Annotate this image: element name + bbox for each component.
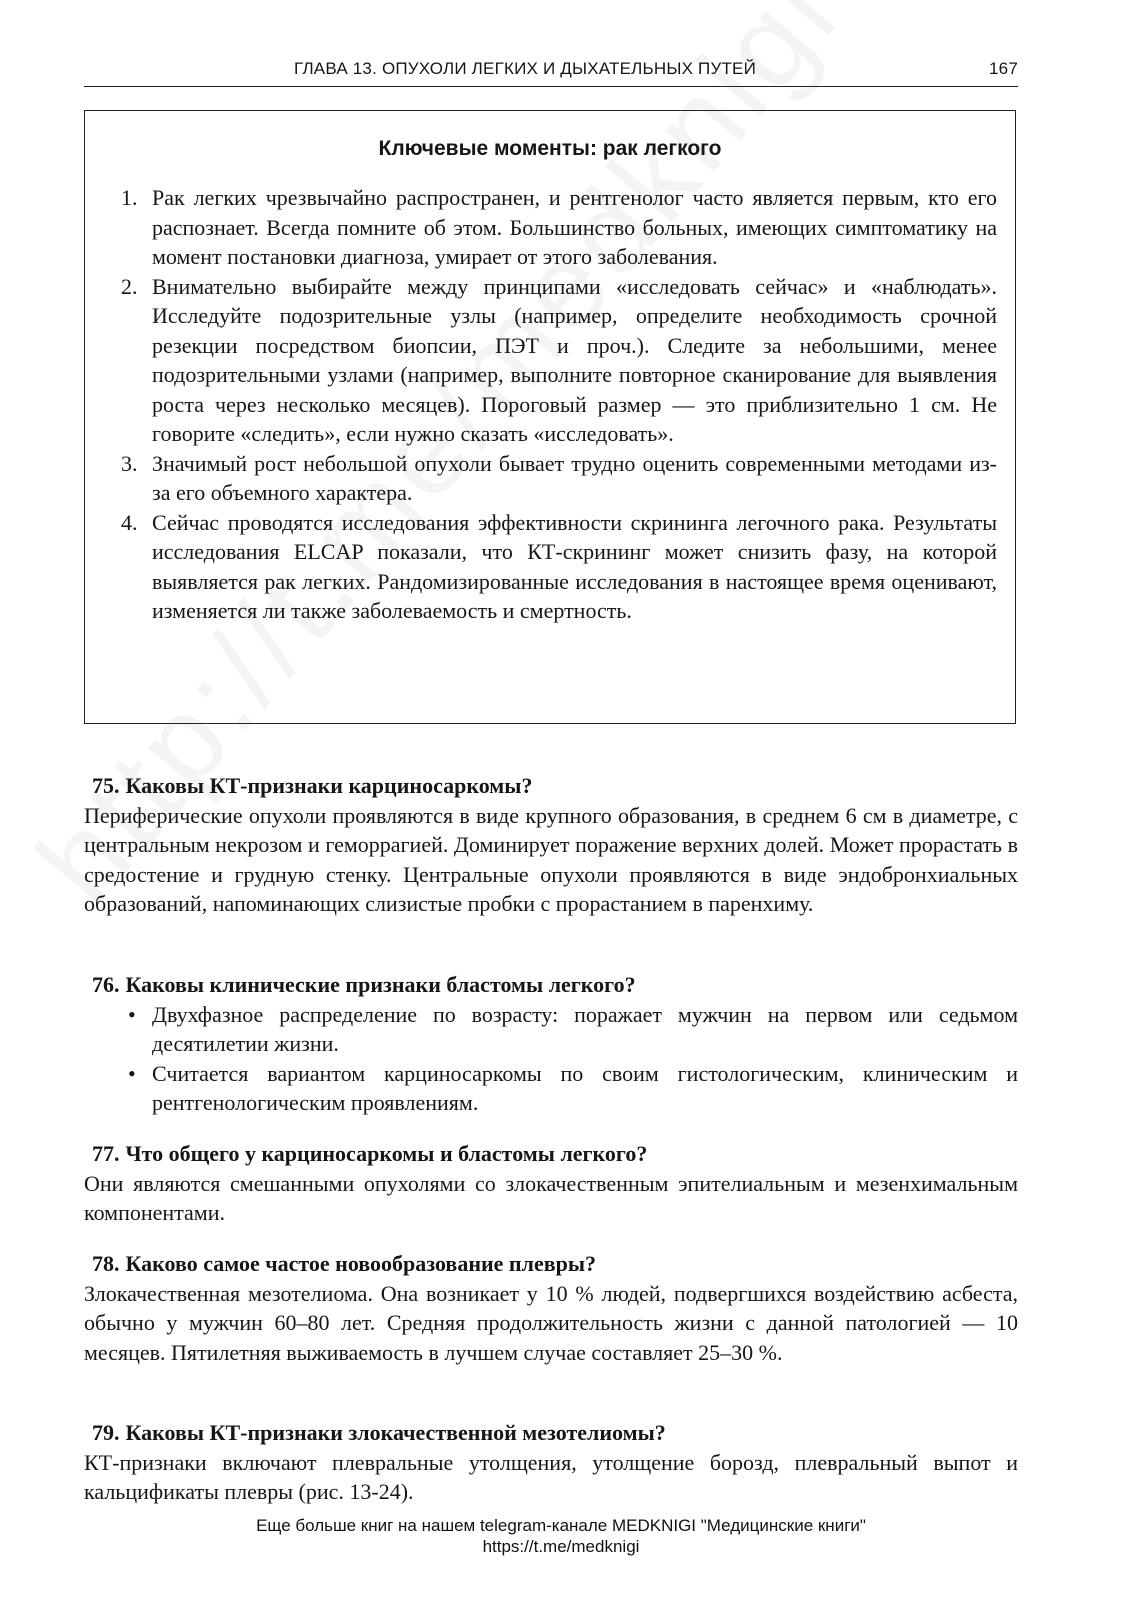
- key-point-text: Внимательно выбирайте между принципами «исследовать сейчас» и «наблюдать». Исследуйте подозрительные узлы (например, определите необходимость срочной резекции посредством биопсии, ПЭТ и проч.). Следите за небольшими, менее подозрительными узлами (например, выполните повторное сканирование для выявления роста через несколько месяцев). Пороговый размер — это приблизительно 1 см. Не говорите «следить», если нужно сказать «исследовать».: [152, 273, 997, 446]
- key-point-number: 3.: [121, 450, 138, 476]
- chapter-title: ГЛАВА 13. ОПУХОЛИ ЛЕГКИХ И ДЫХАТЕЛЬНЫХ ПУТЕЙ: [294, 59, 757, 78]
- footer-promo-text: Еще больше книг на нашем telegram-канале MEDKNIGI "Медицинские книги": [256, 1516, 866, 1535]
- question-text: Каковы КТ-признаки злокачественной мезотелиомы?: [125, 1420, 666, 1445]
- bullet-icon: •: [128, 1060, 136, 1086]
- list-item-text: Двухфазное распределение по возрасту: поражает мужчин на первом или седьмом десятилетии жизни.: [152, 1001, 1018, 1056]
- question-heading: [84, 970, 1018, 1000]
- key-point-number: 1.: [121, 185, 138, 210]
- key-points-list: [121, 183, 997, 626]
- question-number: 76.: [92, 972, 120, 997]
- question-79: [84, 1418, 1018, 1507]
- key-point-text: Значимый рост небольшой опухоли бывает трудно оценить современными методами из-за его объемного характера.: [152, 450, 997, 505]
- list-item-text: Считается вариантом карциносаркомы по своим гистологическим, клиническим и рентгенологическим проявлениям.: [152, 1060, 1018, 1115]
- question-number: 77.: [92, 1141, 120, 1166]
- key-point-number: 4.: [121, 509, 138, 535]
- question-number: 78.: [92, 1251, 120, 1276]
- question-text: Что общего у карциносаркомы и бластомы легкого?: [125, 1141, 648, 1166]
- key-point: [121, 449, 997, 508]
- answer-text: Злокачественная мезотелиома. Она возникает у 10 % людей, подвергшихся воздействию асбеста, обычно у мужчин 60–80 лет. Средняя продолжительность жизни с данной патологией — 10 месяцев. Пятилетняя выживаемость в лучшем случае составляет 25–30 %.: [84, 1280, 1018, 1365]
- key-points-box: [84, 110, 1016, 724]
- key-point: [121, 508, 997, 626]
- running-header: [84, 56, 1018, 87]
- key-points-title: Ключевые моменты: рак легкого: [378, 137, 722, 160]
- footer: [0, 1515, 1122, 1557]
- question-number: 75.: [92, 773, 120, 798]
- footer-link[interactable]: https://t.me/medknigi: [482, 1537, 640, 1556]
- key-point: [121, 272, 997, 449]
- bullet-icon: •: [128, 1001, 136, 1027]
- list-item: [84, 1000, 1018, 1059]
- question-75: [84, 771, 1018, 919]
- answer-text: Они являются смешанными опухолями со злокачественным эпителиальным и мезенхимальным компонентами.: [84, 1170, 1018, 1225]
- key-point-text: Сейчас проводятся исследования эффективности скрининга легочного рака. Результаты исследования ELCAP показали, что КТ-скрининг может снизить фазу, на которой выявляется рак легких. Рандомизированные исследования в настоящее время оценивают, изменяется ли также заболеваемость и смертность.: [152, 509, 997, 623]
- question-heading: [84, 1249, 1018, 1279]
- question-76: [84, 970, 1018, 1118]
- answer-text: КТ-признаки включают плевральные утолщения, утолщение борозд, плевральный выпот и кальцификаты плевры (рис. 13-24).: [84, 1449, 1018, 1504]
- question-text: Каковы КТ-признаки карциносаркомы?: [125, 773, 533, 798]
- question-heading: [84, 771, 1018, 801]
- key-point-text: Рак легких чрезвычайно распространен, и рентгенолог часто является первым, кто его распознает. Всегда помните об этом. Большинство больных, имеющих симптоматику на момент постановки диагноза, умирает от этого заболевания.: [152, 185, 997, 269]
- answer-bullet-list: [84, 1000, 1018, 1118]
- question-number: 79.: [92, 1420, 120, 1445]
- list-item: [84, 1059, 1018, 1118]
- answer-text: Периферические опухоли проявляются в виде крупного образования, в среднем 6 см в диаметре, с центральным некрозом и геморрагией. Доминирует поражение верхних долей. Может прорастать в средостение и грудную стенку. Центральные опухоли проявляются в виде эндобронхиальных образований, напоминающих слизистые пробки с прорастанием в паренхиму.: [84, 802, 1018, 916]
- page-number: 167: [989, 59, 1018, 78]
- question-78: [84, 1249, 1018, 1367]
- question-77: [84, 1139, 1018, 1228]
- key-point: [121, 183, 997, 272]
- question-text: Каково самое частое новообразование плевры?: [125, 1251, 597, 1276]
- question-heading: [84, 1139, 1018, 1169]
- question-heading: [84, 1418, 1018, 1448]
- key-point-number: 2.: [121, 273, 138, 299]
- question-text: Каковы клинические признаки бластомы легкого?: [125, 972, 636, 997]
